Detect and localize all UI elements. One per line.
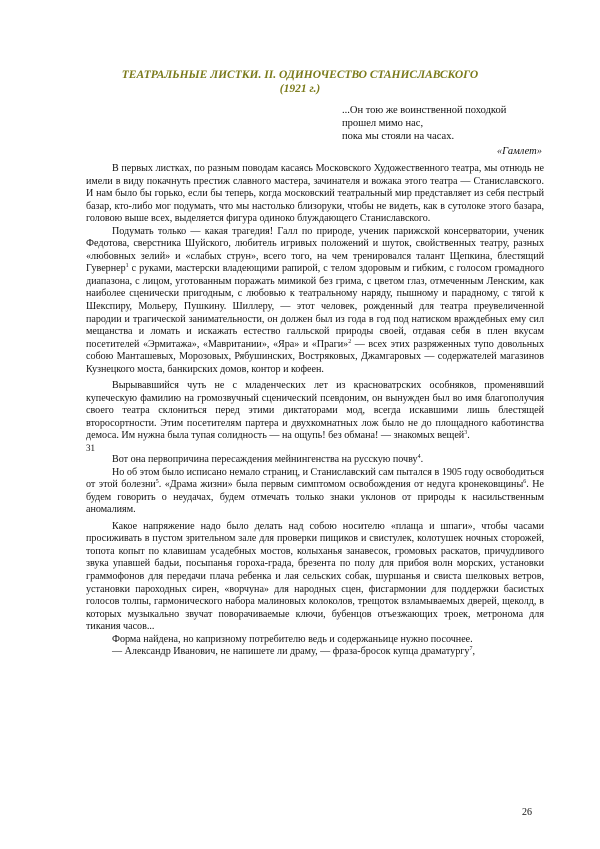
title-line-2: (1921 г.) <box>279 83 321 95</box>
text-run: . <box>467 430 470 442</box>
text-run: Вот она первопричина пересаждения мейнингенства на русскую почву <box>112 454 418 466</box>
page-number: 26 <box>522 807 532 818</box>
footnote-ref[interactable]: 3 <box>464 430 468 437</box>
title-line-1: ТЕАТРАЛЬНЫЕ ЛИСТКИ. II. ОДИНОЧЕСТВО СТАНИСЛАВСКОГО <box>121 69 479 81</box>
article-title <box>60 68 540 96</box>
text-run: , <box>472 646 475 658</box>
paragraph-8 <box>86 646 544 659</box>
footnote-ref[interactable]: 5 <box>155 479 159 486</box>
paragraph-1: В первых листках, по разным поводам касаясь Московского Художественного театра, мы отнюдь не имели в виду покачнуть престиж славного мастера, зачинателя и вожака этого театра — Станиславского. И нам было бы горько, если бы теперь, когда московский театральный мир представляет из себя пестрый базар, кто-либо мог подумать, что мы настолько близоруки, чтобы не видеть, как в сутолоке этого базара, головою выше всех, выделяется фигура одиноко блуждающего Станиславского. <box>86 163 544 225</box>
source-page-marker: 31 <box>86 443 95 454</box>
text-run: . Не будем говорить о неудачах, будем отмечать только знаки уклонов от природы к насильственным аномалиям. <box>86 479 544 516</box>
paragraph-3 <box>86 380 544 443</box>
epigraph-line: прошел мимо нас, <box>342 118 424 129</box>
text-run: . <box>420 454 424 466</box>
text-run: — Александр Иванович, не напишете ли драму, — фраза-бросок купца драматургу <box>112 646 470 658</box>
text-run: . «Драма жизни» была первым симптомом освобождения от недуга кронековщины <box>158 479 524 491</box>
footnote-ref[interactable]: 7 <box>469 646 473 653</box>
article-body <box>86 163 544 659</box>
footnote-ref[interactable]: 1 <box>125 263 129 270</box>
paragraph-2 <box>86 226 544 377</box>
text-run: с руками, мастерски владеющими рапирой, с телом здоровым и гибким, с голосом громадного диапазона, с лицом, уготованным поражать мимикой без грима, с цветом глаз, отмеченным Ленским, как наиболее сценически пригодным, с любовью к театральному наряду, пышному и парадному, с тягой к Шекспиру, Мольеру, Пушкину. Шиллеру, — этот человек, рожденный для театра преувеличенной пародии и трагической занимательности, он должен был из года в год под натиском враждебных ему сил мещанства и ломать и искажать естество галльской природы своей, отдавая себя в плен вкусам посетителей «Эрмитажа», «Мавритании», «Яра» и «Праги» <box>86 263 544 350</box>
text-run: Вырывавшийся чуть не с младенческих лет из красноватрских особняков, променявший купеческую фамилию на громозвучный сценический псевдоним, он вынужден был во имя благополучия своего театра склониться перед этими диктаторами мод, всегда искавшими лишь блестящей второсортности. Этим посетителям партера и двухкомнатных лож было не до площадного каботинства демоса. Им нужна была тупая солидность — на ощупь! без обмана! — знакомых вещей <box>86 380 544 442</box>
paragraph-6: Какое напряжение надо было делать над собою носителю «плаща и шпаги», чтобы часами просиживать в пустом зрительном зале для проверки пищиков и свистулек, колотушек ночных сторожей, топота копыт по клавишам усадебных мостов, колыханья занавесок, громовых раскатов, причудливого звука упавшей бадьи, посыпанья гороха-града, брезента по полу для прибоя волн морских, установки граммофонов для передачи плача ребенка и лая сельских собак, шуршанья и свиста шелковых ветров, установки пароходных сирен, «ворчуна» для народных сцен, фисгармонии для поддержки басистых голосов толпы, гармонического набора малиновых колоколов, трещоток взламываемых дверей, щеколд, в которых музыкально звучат поворачиваемые ключи, бубенцов отъезжающих троек, метронома для тикания часов... <box>86 520 544 633</box>
footnote-ref[interactable]: 4 <box>417 454 421 461</box>
footnote-ref[interactable]: 2 <box>348 338 352 345</box>
epigraph <box>342 104 542 158</box>
paragraph-7: Форма найдена, но капризному потребителю ведь и содержаньице нужно посочнее. <box>112 633 473 645</box>
paragraph-5 <box>86 467 544 517</box>
text-run: Подумать только — какая трагедия! Галл по природе, ученик парижской консерватории, ученик Федотова, сверстника Шуйского, любитель игривых положений и шуток, свойственных театру, разных «любовных зелий» и «слабых струн», всего того, на чем тренировался талант Щепкина, блестящий Гувернер <box>86 225 544 275</box>
footnote-ref[interactable]: 6 <box>523 479 527 486</box>
paragraph-4 <box>86 454 544 467</box>
text-run: Но об этом было исписано немало страниц, и Станиславский сам пытался в 1905 году освободиться от этой болезни <box>86 466 544 491</box>
text-run: — всех этих разряженных тупо довольных собою Манташевых, Морозовых, Рябушинских, Востряковых, Джамгаровых — содержателей магазинов Кузнецкого моста, банкирских домов, контор и кофеен. <box>86 338 544 375</box>
epigraph-line: ...Он тою же воинственной походкой <box>342 105 507 116</box>
epigraph-source: «Гамлет» <box>496 146 542 157</box>
epigraph-line: пока мы стояли на часах. <box>342 131 455 142</box>
